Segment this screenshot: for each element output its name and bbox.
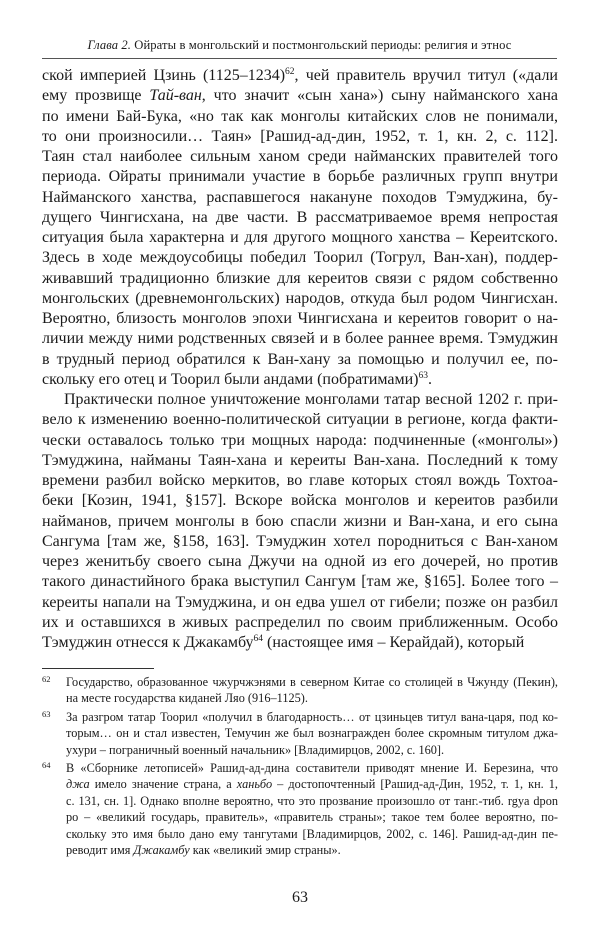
text-run: торым… он и стал известен, Темучин же был вознагражден более скромным титулом джа- [66, 726, 558, 741]
italic-term: Джакамбу [133, 843, 190, 858]
text-run: ситуация была характерна и для другого мощного ханства – Кереитского. [42, 229, 558, 246]
text-run: такого династийного брака выступил Сангум [там же, §165]. Более того – [42, 573, 558, 591]
footnote-line [66, 842, 558, 858]
text-run: В «Сборнике летописей» Рашид-ад-дина составители приводят мнение И. Березина, что [66, 761, 558, 776]
text-run: , чей правитель вручил титул («дали [294, 67, 558, 84]
text-line [42, 66, 558, 86]
text-line [42, 431, 558, 451]
text-line [42, 410, 558, 430]
text-run: , что значит «сын хана») сыну найманского хана [201, 87, 558, 105]
header-divider [42, 58, 557, 59]
text-run: вело к изменению военно-политической ситуации в регионе, когда факти- [42, 411, 558, 429]
text-line [42, 552, 558, 572]
text-line [42, 127, 558, 147]
italic-term: ханьбо [236, 777, 273, 792]
text-run: Сангума [там же, §158, 163]. Тэмуджин хотел породниться с Ван-ханом [42, 532, 558, 550]
text-run: Здесь в ходе междоусобицы победил Тоорил (Тогрул, Ван-хан), поддер- [42, 249, 558, 267]
text-run: Таян стал наиболее сильным ханом среди найманских правителей того [42, 148, 558, 165]
text-run: живавший традиционно близкие для кереитов связи с рядом собственно [42, 269, 558, 287]
text-run: (настоящее имя – Керайдай), который [262, 634, 525, 651]
text-run: ему прозвище [42, 87, 150, 105]
text-line [42, 107, 558, 127]
text-run: в трудный период обратился к Ван-хану за помощью и получил ее, по- [42, 350, 558, 368]
text-run: дущего Чингисхана, на две части. В рассматриваемое время непростая [42, 208, 558, 226]
text-line [42, 512, 558, 532]
footnotes [42, 674, 558, 860]
text-run: – достопочтенный [Рашид-ад-Дин, 1952, т. 1, кн. 1, [272, 777, 558, 792]
text-line [42, 491, 558, 511]
page-number: 63 [292, 889, 308, 906]
text-line [42, 269, 558, 289]
text-line [42, 471, 558, 491]
chapter-label: Глава 2. [87, 38, 131, 52]
footnote-line [66, 742, 558, 758]
footnote-ref: 63 [418, 370, 429, 381]
italic-term: Тай-ван [149, 87, 202, 105]
footnote-number: 62 [42, 674, 51, 684]
text-run: времени разбил войско меркитов, во главе которых стоял вождь Тохтоа- [42, 472, 558, 489]
text-line [42, 613, 558, 633]
footnote-ref: 62 [285, 67, 295, 77]
text-run: . [428, 370, 433, 388]
text-line [42, 572, 558, 592]
text-line [42, 208, 558, 228]
text-line [42, 188, 558, 208]
text-run: через женитьбу своего сына Джучи на одной из его дочерей, но против [42, 553, 558, 570]
text-run: с. 131, сн. 1]. Однако вполне вероятно, что это прозвание произошло от танг.-тиб. rgya dpon [66, 793, 558, 808]
text-run: то они произносили… Таян» [Рашид-ад-дин, 1952, т. 1, кн. 2, с. 112]. [42, 127, 558, 145]
footnote [42, 709, 558, 758]
text-run: скольку его отец и Тоорил были андами (побратимами) [42, 370, 419, 388]
text-line [42, 309, 558, 329]
text-line [42, 329, 558, 349]
text-line [42, 86, 558, 106]
text-run: найманов, причем монголы в бою спасли жизни и Ван-хана, и его сына [42, 512, 558, 530]
text-run: ской империей Цзинь (1125–1234) [42, 67, 286, 84]
running-header [42, 38, 557, 53]
footnote-line [66, 709, 558, 725]
footnote-line [66, 793, 558, 809]
text-run: периода. Ойраты принимали участие в борьбе различных групп внутри [42, 168, 558, 186]
text-line [42, 228, 558, 248]
text-run: личии между ними родственных связей и в более раннее время. Тэмуджин [42, 330, 558, 348]
text-run: чески оставалось только три мощных народа: подчиненные («монголы») [42, 431, 558, 449]
text-line [42, 248, 558, 268]
footnote-divider [42, 668, 154, 669]
text-run: их и оставшихся в живых распределил по своим приближенным. Особо [42, 613, 558, 631]
text-run: Тэмуджин отнесся к Джакамбу [42, 634, 254, 651]
body-text [42, 66, 558, 653]
text-line [42, 532, 558, 552]
text-run: ухури – пограничный военный начальник» [Владимирцов, 2002, с. 160]. [66, 742, 445, 757]
footnote-line [66, 690, 558, 706]
footnote-line [66, 674, 558, 690]
text-run: кереиты напали на Тэмуджина, и он едва ушел от гибели; позже он разбил [42, 593, 558, 611]
text-line [42, 147, 558, 167]
text-line [42, 390, 558, 410]
footnote-line [66, 725, 558, 741]
footnote [42, 674, 558, 707]
footnote-number: 63 [42, 708, 51, 719]
chapter-title: Ойраты в монгольский и постмонгольский периоды: религия и этнос [134, 38, 512, 52]
text-run: имело значение страна, а [89, 777, 237, 792]
text-line [42, 289, 558, 309]
text-run: Государство, образованное чжурчжэнями в северном Китае со столицей в Чжунду (Пекин), [66, 675, 558, 689]
text-line [42, 370, 558, 390]
text-run: Вероятно, близость монголов эпохи Чингисхана и кереитов говорит о на- [42, 310, 558, 327]
text-run: на месте государства киданей Ляо (916–1125). [66, 691, 308, 706]
footnote-ref: 64 [253, 634, 263, 644]
text-run: беки [Козин, 1941, §157]. Вскоре войска монголов и кереитов разбили [42, 492, 558, 510]
text-line [42, 451, 558, 471]
text-run: Найманского ханства, распавшегося накануне походов Тэмуджина, бу- [42, 188, 558, 206]
footnote-line [66, 760, 558, 776]
footnote-line [66, 826, 558, 842]
text-run: po – «великий государь, правитель», «правитель страны»; такое тем более вероятно, по- [66, 810, 558, 825]
footnote-line [66, 809, 558, 825]
text-run: За разгром татар Тоорил «получил в благодарность… от цзиньцев титул вана-царя, под ко- [66, 709, 558, 724]
text-line [42, 633, 558, 653]
text-run: монгольских (древнемонгольских) народов, откуда был родом Чингисхан. [42, 289, 558, 307]
text-run: по имени Бай-Бука, «но так как монголы китайских слов не понимали, [42, 107, 558, 125]
text-run: как «великий эмир страны». [189, 843, 341, 858]
text-line [42, 593, 558, 613]
text-run: скольку это имя было дано ему тангутами [Владимирцов, 2002, с. 146]. Рашид-ад-дин пе- [66, 826, 558, 841]
footnote [42, 760, 558, 858]
text-line [42, 350, 558, 370]
text-line [42, 167, 558, 187]
text-run: Практически полное уничтожение монголами татар весной 1202 г. при- [64, 391, 558, 408]
text-run: реводит имя [66, 843, 134, 858]
footnote-number: 64 [42, 760, 51, 771]
italic-term: джа [66, 777, 90, 792]
footnote-line [66, 776, 558, 792]
text-run: Тэмуджина, найманы Таян-хана и кереиты Ван-хана. Последний к тому [42, 451, 558, 469]
